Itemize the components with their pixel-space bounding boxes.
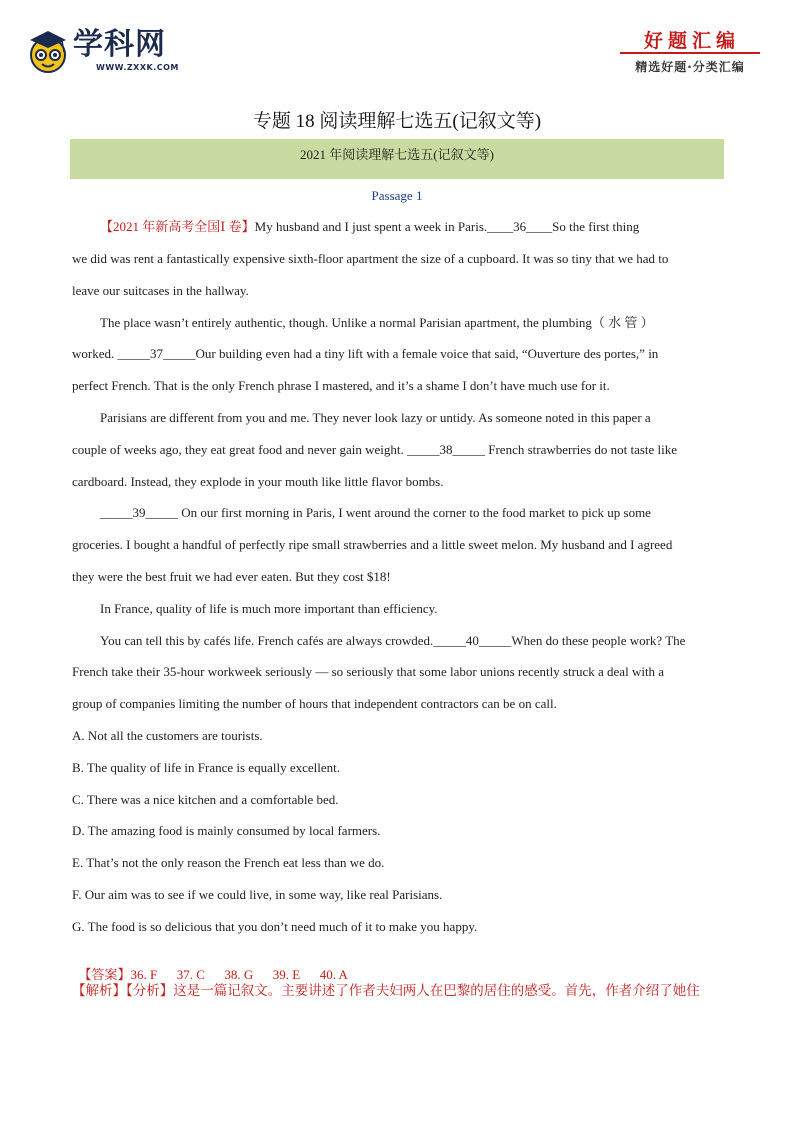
- blank-39: _____39_____: [100, 505, 178, 520]
- analysis-tag: 【解析】【分析】: [72, 983, 174, 999]
- passage-line: You can tell this by cafés life. French cafés are always crowded._____40_____When do these people work? The: [100, 633, 686, 648]
- analysis-line: [72, 983, 700, 999]
- logo-url: WWW.ZXXK.COM: [96, 63, 179, 72]
- passage-line: group of companies limiting the number of hours that independent contractors can be on call.: [72, 696, 557, 711]
- brand-title: 好题汇编: [643, 30, 740, 52]
- passage-line: _____39_____ On our first morning in Paris, I went around the corner to the food market to pick up some: [100, 505, 651, 520]
- option-c: C. There was a nice kitchen and a comfortable bed.: [72, 792, 339, 807]
- option-a: A. Not all the customers are tourists.: [72, 728, 263, 743]
- passage-line: 【2021 年新高考全国Ⅰ 卷】My husband and I just spent a week in Paris.____36____So the first thing: [100, 219, 640, 234]
- brand-subtitle: 精选好题·分类汇编: [635, 60, 745, 74]
- option-e: E. That’s not the only reason the French eat less than we do.: [72, 855, 385, 870]
- option-d: D. The amazing food is mainly consumed by local farmers.: [72, 823, 381, 838]
- section-band-title: 2021 年阅读理解七选五(记叙文等): [300, 147, 494, 162]
- passage-line: we did was rent a fantastically expensive sixth-floor apartment the size of a cupboard. It was so tiny that we had to: [72, 251, 669, 266]
- answer-text: 36. F 37. C 38. G 39. E 40. A: [130, 967, 348, 982]
- passage-line: French take their 35-hour workweek seriously — so seriously that some labor unions recently struck a deal with a: [72, 664, 665, 679]
- passage-line: Parisians are different from you and me. They never look lazy or untidy. As someone noted in this paper a: [100, 410, 651, 425]
- passage-line: perfect French. That is the only French phrase I mastered, and it’s a shame I don’t have much use for it.: [72, 378, 610, 393]
- exam-source-tag: 【2021 年新高考全国Ⅰ 卷】: [100, 219, 255, 234]
- answer-tag: 【答案】: [78, 967, 131, 982]
- passage-line: couple of weeks ago, they eat great food and never gain weight. _____38_____ French strawberries do not taste like: [72, 442, 678, 457]
- passage-label: Passage 1: [371, 188, 423, 203]
- logo-text: 学科网: [73, 27, 166, 62]
- option-b: B. The quality of life in France is equally excellent.: [72, 760, 340, 775]
- blank-36: ____36____: [487, 219, 553, 234]
- passage-line: In France, quality of life is much more important than efficiency.: [100, 601, 438, 616]
- passage-line: worked. _____37_____Our building even had a tiny lift with a female voice that said, “Ouverture des portes,” in: [72, 346, 659, 361]
- passage-line: groceries. I bought a handful of perfectly ripe small strawberries and a little sweet melon. My husband and I agreed: [72, 537, 673, 552]
- passage-line: leave our suitcases in the hallway.: [72, 283, 249, 298]
- option-g: G. The food is so delicious that you don’t need much of it to make you happy.: [72, 919, 478, 934]
- passage-line: they were the best fruit we had ever eaten. But they cost $18!: [72, 569, 391, 584]
- site-logo: [26, 26, 179, 78]
- answer-line: [72, 951, 348, 983]
- passage-line: cardboard. Instead, they explode in your mouth like little flavor bombs.: [72, 474, 444, 489]
- option-f: F. Our aim was to see if we could live, in some way, like real Parisians.: [72, 887, 443, 902]
- blank-37: _____37_____: [117, 346, 196, 361]
- brand-divider: [620, 52, 760, 54]
- analysis-text: 这是一篇记叙文。主要讲述了作者夫妇两人在巴黎的居住的感受。首先，作者介绍了她住: [173, 983, 700, 999]
- blank-38: _____38_____: [407, 442, 485, 457]
- mascot-icon: [26, 28, 70, 74]
- blank-40: _____40_____: [433, 633, 512, 648]
- page-title: 专题 18 阅读理解七选五(记叙文等): [252, 111, 542, 132]
- passage-line: The place wasn’t entirely authentic, though. Unlike a normal Parisian apartment, the plumbing（ 水 管 ）: [100, 315, 654, 330]
